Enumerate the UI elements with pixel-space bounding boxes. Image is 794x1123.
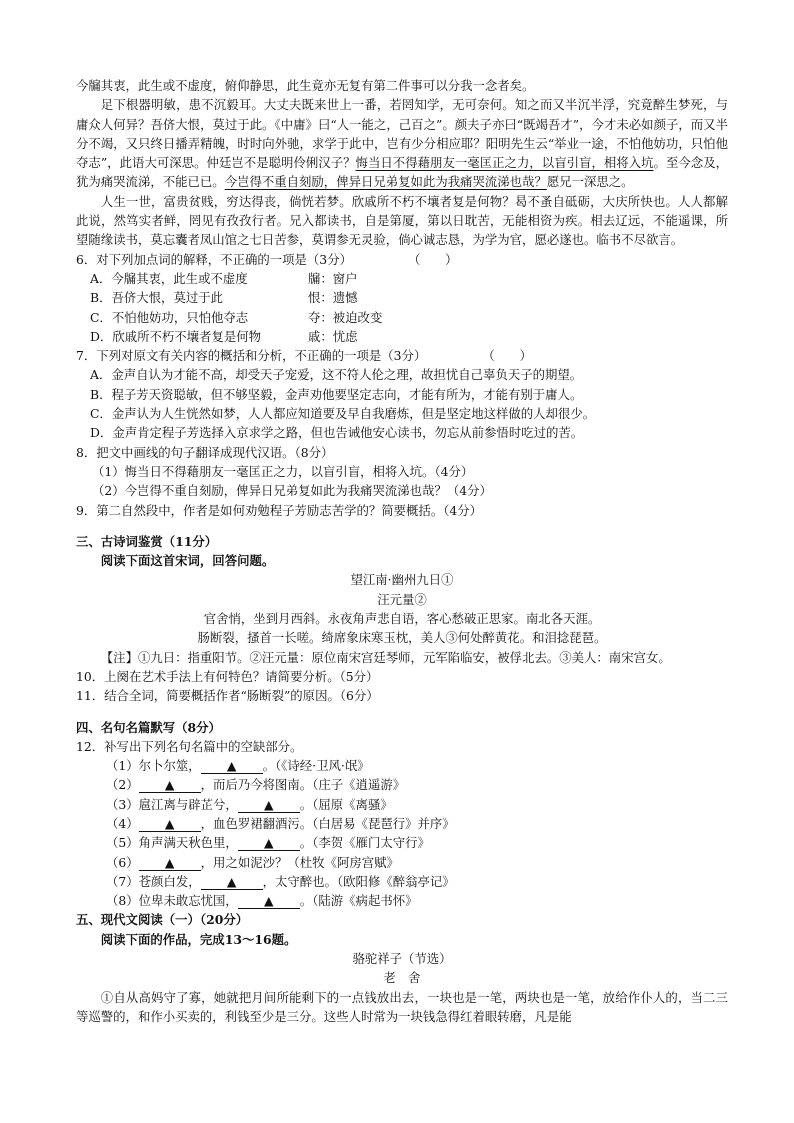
fill-blank-item <box>76 814 728 833</box>
answer-paren: （ ） <box>482 348 532 364</box>
work-paragraph-1: ①自从高妈守了寡，她就把月间所能剩下的一点钱放出去，一块也是一笔，两块也是一笔，放给作仆人的，当二三等巡警的，和作小买卖的，利钱至少是三分。这些人时常为一块钱急得红着眼转磨，凡是能 <box>76 989 728 1024</box>
answer-blank[interactable]: ▲ <box>139 778 201 793</box>
fill-prefix: （4） <box>106 815 139 831</box>
answer-blank[interactable]: ▲ <box>201 759 263 774</box>
fill-prefix: （7）苍颜白发， <box>106 873 201 889</box>
fill-suffix: ，血色罗裙翻酒污。（白居易《琵琶行》并序》 <box>200 815 455 831</box>
fill-blank-item <box>76 756 728 775</box>
option-a: A．金声自认为才能不高，却受天子宠爱，这不符人伦之理，故担忧自己辜负天子的期望。 <box>90 367 583 383</box>
option-b: B．程子芳天资聪敏，但不够坚毅，金声劝他要坚定志向，才能有所为，才能有别于庸人。 <box>90 386 583 402</box>
underlined-sentence-2: 今岂得不重自刻励，俾异日兄弟复如此为我痛哭流涕也哉？ <box>224 174 547 190</box>
question-8-item-2: （2）今岂得不重自刻励，俾异日兄弟复如此为我痛哭流涕也哉？（4分） <box>92 483 492 499</box>
answer-blank[interactable]: ▲ <box>139 817 201 832</box>
section-5-title: 五、现代文阅读（一）（20分） <box>76 912 249 928</box>
question-10: 10．上阕在艺术手法上有何特色？请简要分析。（5分） <box>76 668 379 684</box>
fill-suffix: 。（李贺《雁门太守行》 <box>299 835 430 851</box>
fill-blank-item <box>76 853 728 872</box>
option-a: A．今牖其衷，此生或不虚度 牖：窗户 <box>90 270 358 286</box>
fill-blank-item <box>76 872 728 891</box>
question-11: 11．结合全词，简要概括作者“肠断裂”的原因。（6分） <box>76 688 379 704</box>
answer-blank[interactable]: ▲ <box>238 894 300 909</box>
poem-line-2: 肠断裂，搔首一长嗟。绮席象床寒玉枕，美人③何处醉黄花。和泪捻琵琶。 <box>197 630 607 646</box>
question-stem: 7．下列对原文有关内容的概括和分析，不正确的一项是（3分） <box>76 348 427 364</box>
fill-blank-item <box>76 891 728 910</box>
fill-suffix: ，用之如泥沙？（杜牧《阿房宫赋》 <box>200 854 399 870</box>
fill-prefix: （2） <box>106 777 139 793</box>
question-8-item-1: （1）悔当日不得藉朋友一毫匡正之力，以盲引盲，相将入坑。（4分） <box>92 463 474 479</box>
poem-line-1: 官舍悄，坐到月西斜。永夜角声悲自语，客心愁破正思家。南北各天涯。 <box>203 611 601 627</box>
exam-page <box>76 76 728 1026</box>
fill-blank-item <box>76 775 728 794</box>
passage-text: 足下根器明敏，患不沉毅耳。大丈夫既来世上一番，若罔知学，无可奈何。知之而又半沉半浮，究竟醉生梦死，与庸众人何异？吾侪大恨，莫过于此。《中庸》曰“人一能之，己百之”。颜夫子亦曰“既竭吾才”，今才未必如颜子，而又半分不竭，又只终日播弄精魄，时时向外驰，求学于此中，岂有少分相应耶？阳明先生云“举业一途，不怕他妨功，只怕他夺志”，此语大可深思。仲廷岂不是聪明伶俐汉子？ <box>76 97 728 171</box>
fill-suffix: 。（陆游《病起书怀》 <box>299 893 418 909</box>
option-d: D．欣戚所不朽不壤者复是何物 戚：忧虑 <box>90 328 358 344</box>
passage-paragraph-2: 人生一世，富贵贫贱，穷达得丧，倘恍若梦。欣戚所不朽不壤者复是何物？曷不蚤自砥砺，大庆所快也。人人都解此说，然笃实者鲜，罔见有孜孜行者。兄入都读书，自是第厦，第以日耽苦，无能相资为疾。相去辽远，不能遥课，所望随缘读书，莫忘囊者凤山馆之七日苦参，莫谓参无灵验，倘心诚志恳，为学为官，愿必遂也。临书不尽欲言。 <box>76 193 728 248</box>
section-3-title: 三、古诗词鉴赏（11分） <box>76 533 218 549</box>
section-5-instruction: 阅读下面的作品，完成13～16题。 <box>100 931 297 947</box>
section-4-title: 四、名句名篇默写（8分） <box>76 719 221 735</box>
question-6 <box>76 250 728 269</box>
fill-suffix: 。（屈原《离骚》 <box>299 796 393 812</box>
poem-author: 汪元量② <box>377 591 427 607</box>
question-9: 9．第二自然段中，作者是如何劝勉程子芳励志苦学的？简要概括。（4分） <box>76 502 483 518</box>
fill-prefix: （1）尔卜尔筮， <box>106 758 201 774</box>
fill-blank-item <box>76 795 728 814</box>
option-c: C．金声认为人生恍然如梦，人人都应知道要及早自我磨炼，但是坚定地这样做的人却很少。 <box>90 406 596 422</box>
fill-blank-item <box>76 833 728 852</box>
option-b: B．吾侪大恨，莫过于此 恨：遗憾 <box>90 290 358 306</box>
answer-paren: （ ） <box>407 251 458 267</box>
fill-suffix: 。（《诗经·卫风·氓》 <box>262 758 370 774</box>
work-title: 骆驼祥子（节选） <box>352 951 452 967</box>
poem-title: 望江南·幽州九日① <box>350 572 454 588</box>
poem-note: 【注】①九日：指重阳节。②汪元量：原位南宋宫廷琴师，元军陷临安，被俘北去。③美人：南宋宫女。 <box>100 649 671 665</box>
passage-paragraph-0: 今牖其衷，此生或不虚度，俯仰静思，此生竟亦无复有第二件事可以分我一念者矣。 <box>76 78 535 93</box>
fill-blank-list <box>76 756 728 910</box>
answer-blank[interactable]: ▲ <box>201 875 263 890</box>
fill-suffix: ，而后乃今将图南。（庄子《逍遥游》 <box>200 777 406 793</box>
answer-blank[interactable]: ▲ <box>139 856 201 871</box>
question-stem: 6．对下列加点词的解释，不正确的一项是（3分） <box>76 251 352 267</box>
section-3-instruction: 阅读下面这首宋词，回答问题。 <box>100 553 275 569</box>
fill-prefix: （3）扈江离与辟芷兮， <box>106 796 238 812</box>
passage-text: 。至今念及，犹为痛哭流涕，不能已已。 <box>76 155 729 190</box>
question-8: 8．把文中画线的句子翻译成现代汉语。（8分） <box>76 444 334 460</box>
question-7 <box>76 346 728 365</box>
option-d: D．金声肯定程子芳选择入京求学之路，但也告诫他安心读书，勿忘从前参悟时吃过的苦。 <box>90 425 584 441</box>
answer-blank[interactable]: ▲ <box>238 798 300 813</box>
fill-prefix: （5）角声满天秋色里， <box>106 835 238 851</box>
passage-paragraph-1 <box>76 95 728 191</box>
fill-prefix: （8）位卑未敢忘忧国， <box>106 893 238 909</box>
underlined-sentence-1: 悔当日不得藉朋友一毫匡正之力，以盲引盲，相将入坑 <box>355 155 654 171</box>
question-12: 12．补写出下列名句名篇中的空缺部分。 <box>76 738 303 754</box>
passage-text: 愿兄一深思之。 <box>546 174 634 190</box>
fill-suffix: ，太守醉也。（欧阳修《醉翁亭记》 <box>262 873 455 889</box>
answer-blank[interactable]: ▲ <box>238 836 300 851</box>
option-c: C．不怕他妨功，只怕他夺志 夺：被迫改变 <box>90 309 383 325</box>
fill-prefix: （6） <box>106 854 139 870</box>
work-author: 老 舍 <box>383 970 421 986</box>
